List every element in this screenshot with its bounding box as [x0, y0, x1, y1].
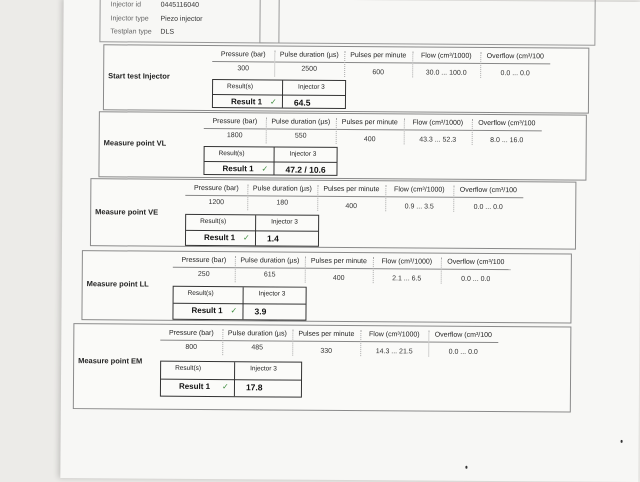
status-info-box: [259, 0, 595, 46]
cell-pressure: 1200: [208, 199, 225, 207]
column-separator: [305, 257, 306, 283]
cell-pulse: 180: [276, 199, 289, 207]
column-header-overflow: Overflow (cm³/100: [447, 258, 505, 267]
column-header-pressure: Pressure (bar): [168, 329, 214, 338]
cell-overflow: 0.0 ... 0.0: [500, 70, 530, 78]
header-row-testplan-type: Testplan type DLS: [110, 28, 175, 36]
column-header-pressure: Pressure (bar): [220, 51, 266, 59]
result-col-divider: [234, 362, 235, 396]
result-col-divider: [282, 81, 283, 108]
column-header-overflow: Overflow (cm³/100: [478, 119, 536, 128]
column-separator: [222, 329, 223, 355]
column-header-flow: Flow (cm³/1000): [369, 331, 420, 339]
cell-pulse: 615: [263, 271, 276, 279]
column-separator: [472, 119, 473, 145]
cell-ppm: 330: [320, 347, 333, 355]
injector-info-box: [99, 0, 279, 43]
column-separator: [441, 258, 442, 284]
cell-overflow: 0.0 ... 0.0: [473, 203, 503, 212]
section-name: Start test Injector: [108, 71, 170, 81]
column-separator: [274, 50, 275, 76]
results-header: Result(s): [187, 289, 214, 298]
column-separator: [385, 185, 386, 211]
header-divider: [212, 61, 550, 64]
result-row-divider: [213, 94, 345, 96]
cell-flow: 30.0 ... 100.0: [425, 69, 467, 77]
result-box: [160, 361, 302, 398]
cell-pulse: 485: [251, 344, 264, 352]
result-row-divider: [205, 161, 337, 163]
cell-pulse: 550: [294, 132, 307, 140]
injector-number-label: [267, 0, 302, 1]
pass-check-icon: ✓: [269, 97, 277, 107]
cell-pressure: 300: [237, 65, 250, 73]
column-header-pulse: Pulse duration (µs): [240, 257, 300, 265]
column-separator: [360, 330, 361, 356]
column-header-overflow: Overflow (cm³/100: [459, 186, 517, 195]
column-header-pulse: Pulse duration (µs): [252, 185, 312, 193]
section-name: Measure point LL: [86, 279, 149, 289]
result-col-divider: [255, 215, 256, 245]
column-header-ppm: Pulses per minute: [323, 185, 380, 194]
column-header-pulse: Pulse duration (µs): [279, 51, 339, 59]
section-measure-point-em: [73, 323, 572, 412]
column-separator: [344, 51, 345, 77]
section-measure-point-vl: [98, 111, 586, 180]
result-value: 47.2 / 10.6: [285, 164, 326, 175]
section-measure-point-ll: [81, 250, 571, 323]
result-value: 64.5: [293, 97, 311, 108]
result-label: Result 1: [203, 232, 236, 243]
result-row-divider: [161, 379, 301, 381]
column-header-pressure: Pressure (bar): [193, 184, 239, 193]
column-header-ppm: Pulses per minute: [341, 118, 398, 127]
header-divider: [185, 195, 523, 198]
result-label: Result 1: [230, 97, 263, 107]
result-label: Result 1: [191, 305, 223, 316]
cell-pulse: 2500: [301, 65, 317, 73]
column-separator: [317, 185, 318, 211]
column-separator: [266, 117, 267, 143]
column-separator: [235, 256, 236, 282]
cell-pressure: 250: [197, 270, 210, 279]
result-col-divider: [242, 287, 243, 319]
injector-header: Injector 3: [298, 83, 325, 91]
ink-speck: [465, 466, 467, 469]
result-box: [203, 146, 337, 176]
results-header: Result(s): [200, 217, 227, 226]
header-divider: [173, 267, 511, 270]
section-start-test-injector: [103, 44, 589, 113]
ink-speck: [621, 440, 623, 443]
column-separator: [428, 331, 429, 357]
header-row-injector-id: Injector id 0445116040: [110, 1, 200, 9]
results-header: Result(s): [175, 364, 202, 372]
injector-header: Injector 3: [271, 218, 298, 226]
section-name: Measure point EM: [78, 356, 143, 366]
pass-check-icon: ✓: [242, 233, 250, 243]
result-box: [172, 286, 306, 321]
column-header-overflow: Overflow (cm³/100: [434, 331, 492, 339]
column-separator: [336, 118, 337, 144]
column-header-pulse: Pulse duration (µs): [227, 330, 287, 338]
header-divider: [160, 340, 498, 343]
column-header-flow: Flow (cm³/1000): [394, 186, 445, 194]
result-row-divider: [174, 303, 306, 305]
header-divider: [204, 128, 542, 131]
column-header-pulse: Pulse duration (µs): [271, 118, 331, 126]
result-value: 1.4: [266, 233, 279, 244]
result-row-divider: [186, 230, 318, 232]
section-name: Measure point VL: [103, 138, 167, 148]
pass-check-icon: ✓: [230, 306, 238, 316]
results-header: Result(s): [227, 83, 254, 91]
result-value: 3.9: [254, 306, 267, 317]
cell-ppm: 400: [363, 136, 376, 144]
cell-overflow: 0.0 ... 0.0: [461, 275, 491, 283]
column-header-ppm: Pulses per minute: [298, 330, 355, 339]
header-row-injector-type: Injector type Piezo injector: [110, 15, 203, 23]
column-separator: [247, 184, 248, 210]
result-col-divider: [273, 147, 274, 174]
cell-flow: 0.9 ... 3.5: [404, 203, 434, 211]
result-value: 17.8: [245, 382, 263, 393]
column-separator: [292, 330, 293, 356]
column-separator: [404, 118, 405, 144]
column-header-ppm: Pulses per minute: [350, 51, 407, 60]
results-header: Result(s): [218, 150, 245, 158]
cell-ppm: 400: [332, 274, 345, 282]
injector-header: Injector 3: [250, 365, 277, 373]
cell-ppm: 400: [345, 202, 358, 211]
column-header-pressure: Pressure (bar): [212, 118, 258, 126]
cell-overflow: 0.0 ... 0.0: [448, 348, 478, 356]
cell-overflow: 8.0 ... 16.0: [490, 136, 524, 145]
column-header-flow: Flow (cm³/1000): [381, 258, 433, 266]
result-label: Result 1: [222, 164, 254, 174]
report-page: [60, 0, 640, 482]
cell-flow: 2.1 ... 6.5: [392, 275, 422, 283]
result-box: [185, 214, 319, 247]
result-label: Result 1: [178, 381, 211, 392]
column-separator: [412, 51, 413, 77]
cell-flow: 14.3 ... 21.5: [375, 348, 413, 356]
cell-pressure: 800: [185, 343, 198, 351]
column-separator: [480, 52, 481, 78]
column-header-overflow: Overflow (cm³/100: [486, 52, 544, 61]
column-header-flow: Flow (cm³/1000): [420, 52, 472, 60]
cell-pressure: 1800: [226, 132, 243, 140]
out-of-limits-label: [451, 0, 490, 2]
cell-flow: 43.3 ... 52.3: [419, 136, 457, 144]
column-header-flow: Flow (cm³/1000): [412, 119, 464, 127]
injector-header: Injector 3: [289, 150, 317, 158]
result-box: [212, 79, 346, 109]
cell-ppm: 600: [372, 69, 385, 77]
pass-check-icon: ✓: [221, 382, 229, 392]
column-separator: [453, 186, 454, 212]
injector-header: Injector 3: [258, 290, 286, 298]
pass-check-icon: ✓: [261, 164, 269, 174]
section-measure-point-ve: [90, 178, 576, 249]
column-header-pressure: Pressure (bar): [181, 256, 227, 265]
section-name: Measure point VE: [95, 207, 159, 217]
column-header-ppm: Pulses per minute: [310, 257, 367, 266]
column-separator: [373, 257, 374, 283]
